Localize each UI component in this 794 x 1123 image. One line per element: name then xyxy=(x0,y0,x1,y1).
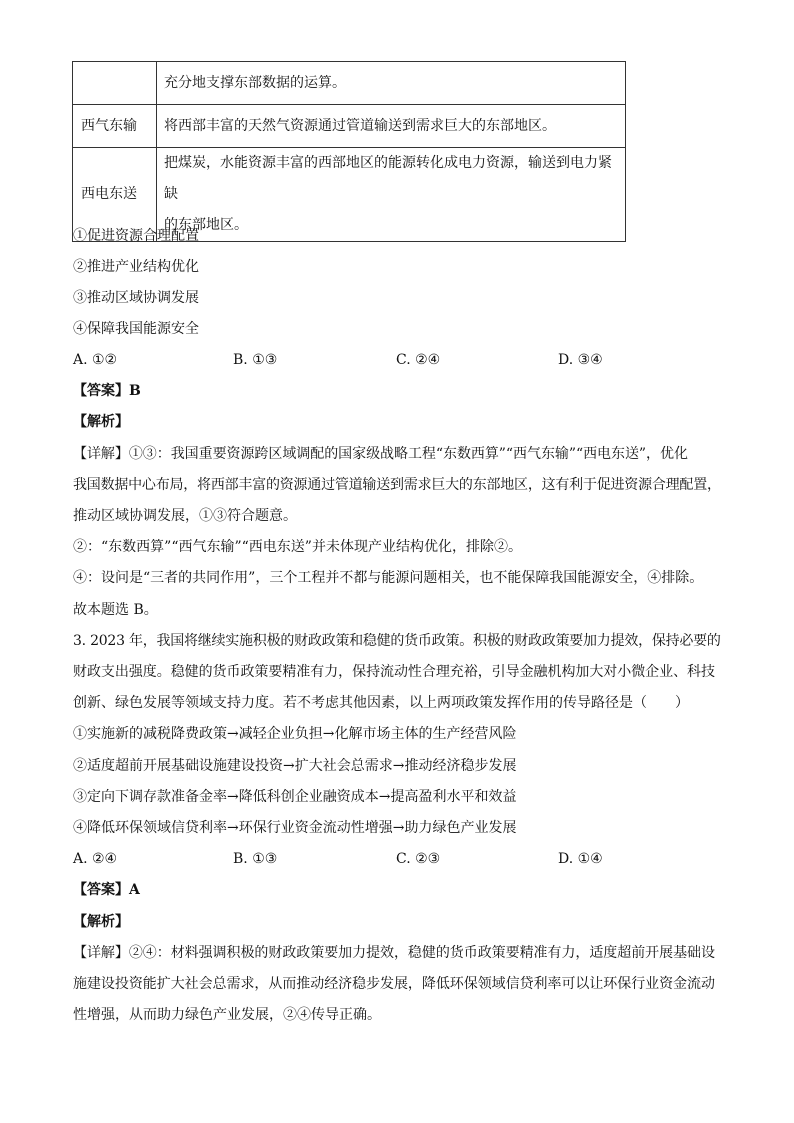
table-row xyxy=(73,105,626,148)
table-cell-desc: 充分地支撑东部数据的运算。 xyxy=(157,62,626,105)
q3-statement: ③定向下调存款准备金率→降低科创企业融资成本→提高盈利水平和效益 xyxy=(73,789,517,805)
table-row xyxy=(73,62,626,105)
table-cell-desc-line: 的东部地区。 xyxy=(164,217,248,233)
q3-stem-line: 创新、绿色发展等领域支持力度。若不考虑其他因素，以上两项政策发挥作用的传导路径是（ ） xyxy=(73,695,689,711)
table-cell-name: 西电东送 xyxy=(73,148,157,242)
q3-option-a[interactable]: A. ②④ xyxy=(73,851,118,867)
q2-statement: ②推进产业结构优化 xyxy=(73,259,199,275)
table-cell-desc-line: 把煤炭，水能资源丰富的西部地区的能源转化成电力资源，输送到电力紧缺 xyxy=(164,155,612,202)
q2-options xyxy=(73,350,633,370)
q3-detail-line: 施建设投资能扩大社会总需求，从而推动经济稳步发展，降低环保领域信贷利率可以让环保行业资金流动 xyxy=(73,976,715,992)
q2-statement: ①促进资源合理配置 xyxy=(73,228,199,244)
q3-stem-line: 财政支出强度。稳健的货币政策要精准有力，保持流动性合理充裕，引导金融机构加大对小微企业、科技 xyxy=(73,664,715,680)
q2-option-c[interactable]: C. ②④ xyxy=(396,352,441,368)
q2-detail-line: 故本题选 B。 xyxy=(73,602,158,618)
q2-detail-line: ②：“东数西算”“西气东输”“西电东送”并未体现产业结构优化，排除②。 xyxy=(73,539,522,555)
q3-answer: 【答案】A xyxy=(73,882,140,898)
q2-answer: 【答案】B xyxy=(73,383,141,399)
q2-detail-line: 推动区域协调发展，①③符合题意。 xyxy=(73,508,297,524)
q3-options xyxy=(73,849,633,869)
table-cell-desc xyxy=(157,148,626,242)
q2-option-d[interactable]: D. ③④ xyxy=(558,352,603,368)
q2-statement: ③推动区域协调发展 xyxy=(73,290,199,306)
table-cell-desc: 将西部丰富的天然气资源通过管道输送到需求巨大的东部地区。 xyxy=(157,105,626,148)
q2-detail-line: ④：设问是“三者的共同作用”，三个工程并不都与能源问题相关，也不能保障我国能源安全，④排除。 xyxy=(73,570,704,586)
table-cell-name xyxy=(73,62,157,105)
q2-option-b[interactable]: B. ①③ xyxy=(233,352,278,368)
table-cell-name: 西气东输 xyxy=(73,105,157,148)
q3-statement: ①实施新的减税降费政策→减轻企业负担→化解市场主体的生产经营风险 xyxy=(73,726,517,742)
q2-statement: ④保障我国能源安全 xyxy=(73,321,199,337)
q2-option-a[interactable]: A. ①② xyxy=(73,352,118,368)
q3-analysis-label: 【解析】 xyxy=(73,914,129,930)
q2-analysis-label: 【解析】 xyxy=(73,414,129,430)
q2-detail-line: 我国数据中心布局，将西部丰富的资源通过管道输送到需求巨大的东部地区，这有利于促进资源合理配置， xyxy=(73,477,721,493)
projects-table xyxy=(72,61,626,242)
q3-stem-line: 3. 2023 年，我国将继续实施积极的财政政策和稳健的货币政策。积极的财政政策要加力提效，保持必要的 xyxy=(73,633,721,649)
q3-option-d[interactable]: D. ①④ xyxy=(558,851,603,867)
q3-statement: ②适度超前开展基础设施建设投资→扩大社会总需求→推动经济稳步发展 xyxy=(73,758,517,774)
q3-option-c[interactable]: C. ②③ xyxy=(396,851,441,867)
q3-statement: ④降低环保领域信贷利率→环保行业资金流动性增强→助力绿色产业发展 xyxy=(73,820,517,836)
q2-detail-line: 【详解】①③：我国重要资源跨区域调配的国家级战略工程“东数西算”“西气东输”“西电东送”，优化 xyxy=(73,446,688,462)
q3-option-b[interactable]: B. ①③ xyxy=(233,851,278,867)
q3-detail-line: 性增强，从而助力绿色产业发展，②④传导正确。 xyxy=(73,1007,381,1023)
q3-detail-line: 【详解】②④：材料强调积极的财政政策要加力提效，稳健的货币政策要精准有力，适度超前开展基础设 xyxy=(73,945,715,961)
